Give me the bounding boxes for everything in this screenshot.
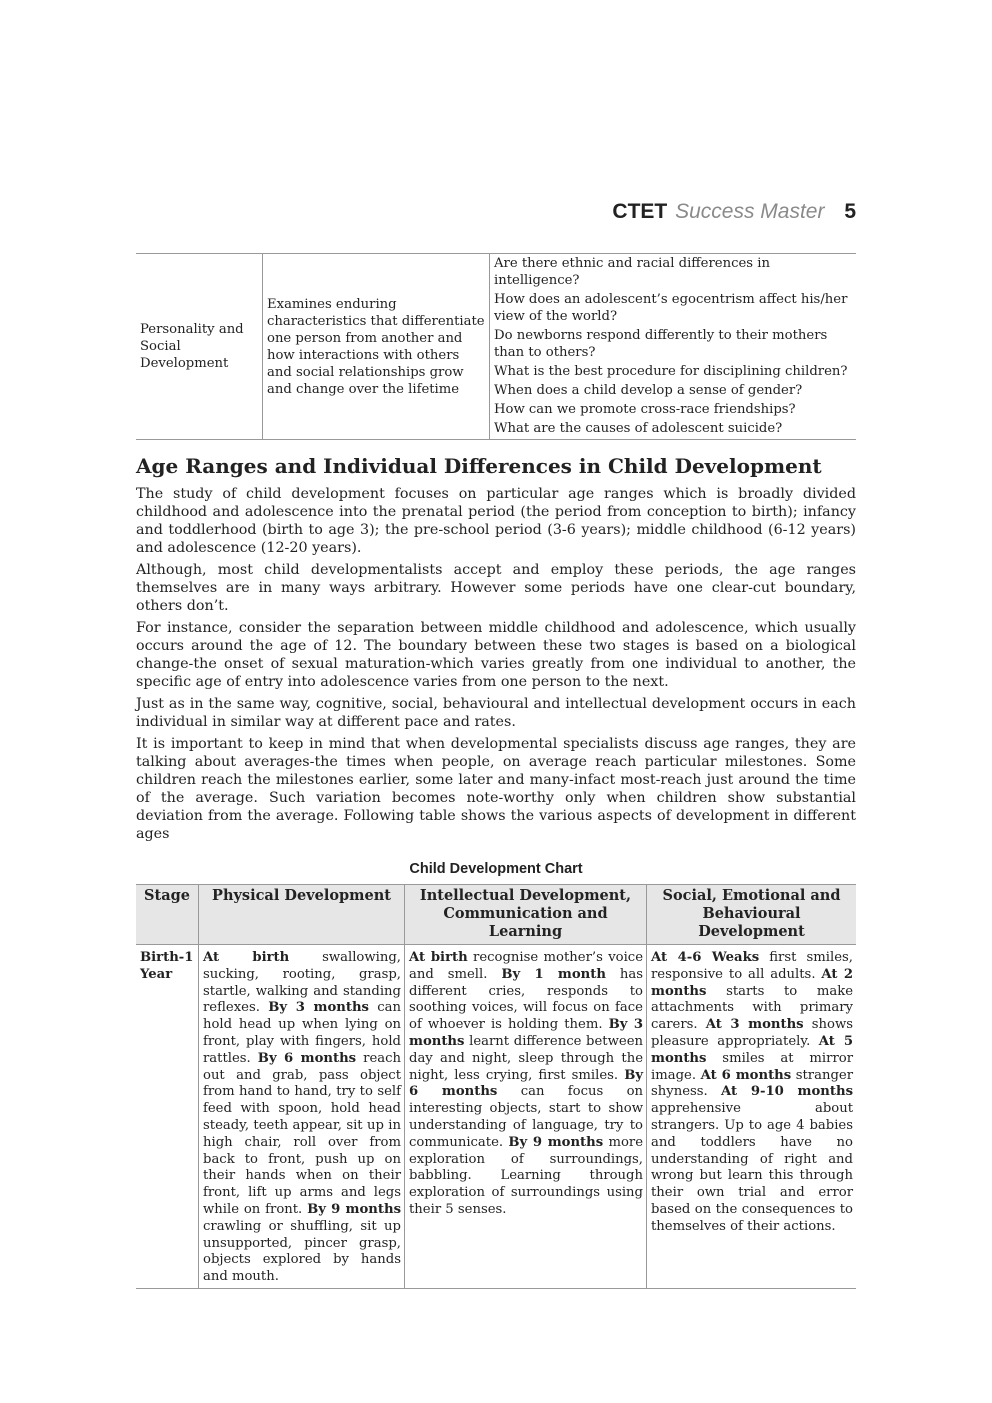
area-questions	[490, 254, 857, 440]
column-header-intellectual: Intellectual Development, Communication and Learning	[405, 885, 647, 945]
milestone-label: At 5 months	[651, 1033, 853, 1066]
area-label: Personality and Social Development	[136, 254, 263, 440]
child-development-chart	[136, 884, 856, 1289]
table-caption: Child Development Chart	[409, 861, 583, 877]
milestone-label: At 2 months	[651, 966, 853, 999]
milestone-label: At 6 months	[700, 1067, 792, 1083]
milestone-text: has different cries, responds to soothing voices, will focus on face of whoever is holding them.	[409, 966, 643, 1033]
book-title: CTET	[612, 200, 668, 223]
milestone-text: shows pleasure appropriately.	[651, 1017, 853, 1049]
milestone-text: learnt difference between day and night, sleep through the night, less crying, first smiles.	[409, 1033, 643, 1083]
milestone-label: At 9-10 months	[721, 1084, 853, 1100]
paragraph: The study of child development focuses on particular age ranges which is broadly divided childhood and adolescence into the prenatal period (the period from conception to birth); infancy and toddlerhood (birth to age 3); the pre-school period (3-6 years); middle childhood (6-12 years) and adolescence (12-20 years).	[136, 486, 856, 556]
milestone-text: recognise mother’s voice and smell.	[409, 950, 643, 982]
header-row	[136, 885, 856, 945]
column-header-social: Social, Emotional and Behavioural Development	[647, 885, 857, 945]
milestone-text: stranger shyness.	[651, 1067, 854, 1100]
paragraph: For instance, consider the separation between middle childhood and adolescence, which usually occurs around the age of 12. The boundary between these two stages is based on a biological change-the onset of sexual maturation-which varies greatly from one individual to another, the specific age of entry into adolescence varies from one person to the next.	[136, 620, 856, 690]
table-row	[136, 945, 856, 1289]
milestone-text: starts to make attachments with primary carers.	[651, 983, 853, 1033]
milestone-text: swallowing, sucking, rooting, grasp, startle, walking and standing reflexes.	[203, 950, 402, 1016]
social-cell	[647, 945, 857, 1289]
milestone-text: apprehensive about strangers. Up to age 4 babies and toddlers have no understanding of right and wrong but learn this through their own trial and error based on the consequences to themselves of their actions.	[651, 1101, 853, 1234]
question-item: How does an adolescent’s egocentrism affect his/her view of the world?	[494, 292, 848, 324]
milestone-label: By 9 months	[508, 1134, 604, 1150]
milestone-label: By 1 month	[501, 966, 606, 982]
book-subtitle: Success Master	[675, 200, 825, 223]
milestone-label: By 6 months	[409, 1067, 643, 1100]
milestone-text: can hold head up when lying on front, play with fingers, hold rattles.	[203, 1000, 402, 1066]
milestone-label: At 4-6 Weaks	[651, 950, 760, 965]
column-header-stage: Stage	[136, 885, 199, 945]
milestone-label: By 3 months	[268, 1000, 369, 1016]
milestone-label: At 3 months	[705, 1017, 804, 1033]
stage-cell: Birth-1 Year	[136, 945, 199, 1289]
development-areas-table	[136, 253, 856, 440]
section-heading: Age Ranges and Individual Differences in Child Development	[136, 454, 822, 478]
column-header-physical: Physical Development	[199, 885, 405, 945]
milestone-label: At birth	[409, 950, 468, 965]
running-head	[612, 200, 856, 224]
paragraph: It is important to keep in mind that when developmental specialists discuss age ranges, they are talking about averages-the times when people, on average reach particular milestones. Some children reach the milestones earlier, some later and many-infact most-reach just around the time of the average. Such variation becomes note-worthy only when children show substantial deviation from the average. Following table shows the various aspects of development in different ages	[136, 736, 856, 842]
intellectual-cell	[405, 945, 647, 1289]
physical-cell	[199, 945, 405, 1289]
milestone-text: first smiles, responsive to all adults.	[651, 950, 853, 982]
milestone-label: By 3 months	[409, 1017, 644, 1049]
milestone-text: can focus on interesting objects, start to show understanding of language, try to communicate.	[409, 1084, 643, 1150]
milestone-text: reach out and grab, pass object from hand to hand, try to self feed with spoon, hold head steady, teeth appear, sit up in high chair, roll over from back to front, push up on their hands when on their front, lift up arms and legs while on front.	[203, 1050, 401, 1217]
paragraph: Although, most child developmentalists accept and employ these periods, the age ranges themselves are in many ways arbitrary. However some periods have one clear-cut boundary, others don’t.	[136, 562, 856, 614]
milestone-text: crawling or shuffling, sit up unsupported, pincer grasp, objects explored by hands and mouth.	[203, 1218, 401, 1285]
table-row	[136, 254, 856, 440]
milestone-label: At birth	[203, 950, 290, 965]
milestone-text: smiles at mirror image.	[651, 1050, 853, 1083]
question-item: What are the causes of adolescent suicide?	[494, 421, 783, 436]
page-number: 5	[844, 200, 856, 223]
question-item: How can we promote cross-race friendships?	[494, 402, 796, 417]
question-item: What is the best procedure for disciplining children?	[494, 364, 848, 379]
question-item: Do newborns respond differently to their mothers than to others?	[494, 328, 828, 360]
milestone-label: By 9 months	[307, 1201, 402, 1217]
milestone-text: more exploration of surroundings, babbling. Learning through exploration of surroundings using their 5 senses.	[409, 1134, 644, 1217]
page-content	[136, 253, 856, 1289]
question-item: Are there ethnic and racial differences in intelligence?	[494, 256, 770, 288]
area-description: Examines enduring characteristics that differentiate one person from another and how interactions with others and social relationships grow and change over the lifetime	[263, 254, 490, 440]
question-item: When does a child develop a sense of gender?	[494, 383, 803, 398]
paragraph: Just as in the same way, cognitive, social, behavioural and intellectual development occurs in each individual in similar way at different pace and rates.	[136, 696, 856, 730]
milestone-label: By 6 months	[257, 1050, 357, 1066]
